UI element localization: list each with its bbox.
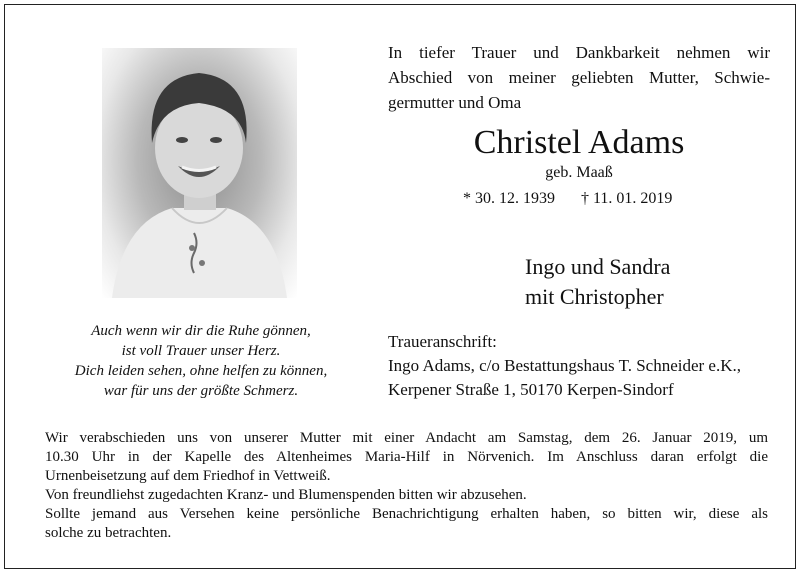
memorial-verse (45, 321, 357, 401)
intro-line: germutter und Oma (388, 93, 522, 112)
verse-line: ist voll Trauer unser Herz. (121, 343, 281, 359)
obituary-notice (4, 4, 796, 569)
funeral-details (45, 429, 768, 543)
family-line: mit Christopher (525, 284, 664, 309)
address-line: Kerpener Straße 1, 50170 Kerpen-Sindorf (388, 380, 674, 399)
intro-text (388, 40, 770, 115)
life-dates (463, 187, 703, 211)
family-line: Ingo und Sandra (525, 254, 671, 279)
portrait-photo (102, 48, 297, 298)
mourning-family (525, 252, 735, 312)
address-line: Ingo Adams, c/o Bestattungshaus T. Schneider e.K., (388, 356, 742, 375)
deceased-name: Christel Adams (473, 124, 685, 161)
details-line: Wir verabschieden uns von unserer Mutter mit einer Andacht am Samstag, dem 26. Januar 2019, um (45, 430, 768, 446)
details-line: 10.30 Uhr in der Kapelle des Altenheimes Maria-Hilf in Nörvenich. Im Anschluss daran erfolgt die (45, 449, 768, 465)
mourning-address (388, 330, 788, 402)
verse-line: Dich leiden sehen, ohne helfen zu können, (74, 363, 328, 379)
birth-date: * 30. 12. 1939 (463, 190, 555, 207)
notification-note-line: Sollte jemand aus Versehen keine persönliche Benachrichtigung erhalten haben, so bitten wir, diese als (45, 506, 768, 522)
portrait-image (102, 48, 297, 298)
verse-line: war für uns der größte Schmerz. (103, 383, 299, 399)
intro-line: In tiefer Trauer und Dankbarkeit nehmen wir (388, 43, 770, 62)
address-label: Traueranschrift: (388, 332, 497, 351)
donation-note: Von freundliehst zugedachten Kranz- und Blumenspenden bitten wir abzusehen. (45, 487, 527, 503)
details-line: Urnenbeisetzung auf dem Friedhof in Vettweiß. (45, 468, 331, 484)
maiden-name: geb. Maaß (545, 164, 613, 181)
notification-note-line: solche zu betrachten. (45, 525, 172, 541)
intro-line: Abschied von meiner geliebten Mutter, Schwie- (388, 68, 770, 87)
verse-line: Auch wenn wir dir die Ruhe gönnen, (91, 323, 311, 339)
death-date: † 11. 01. 2019 (581, 190, 673, 207)
